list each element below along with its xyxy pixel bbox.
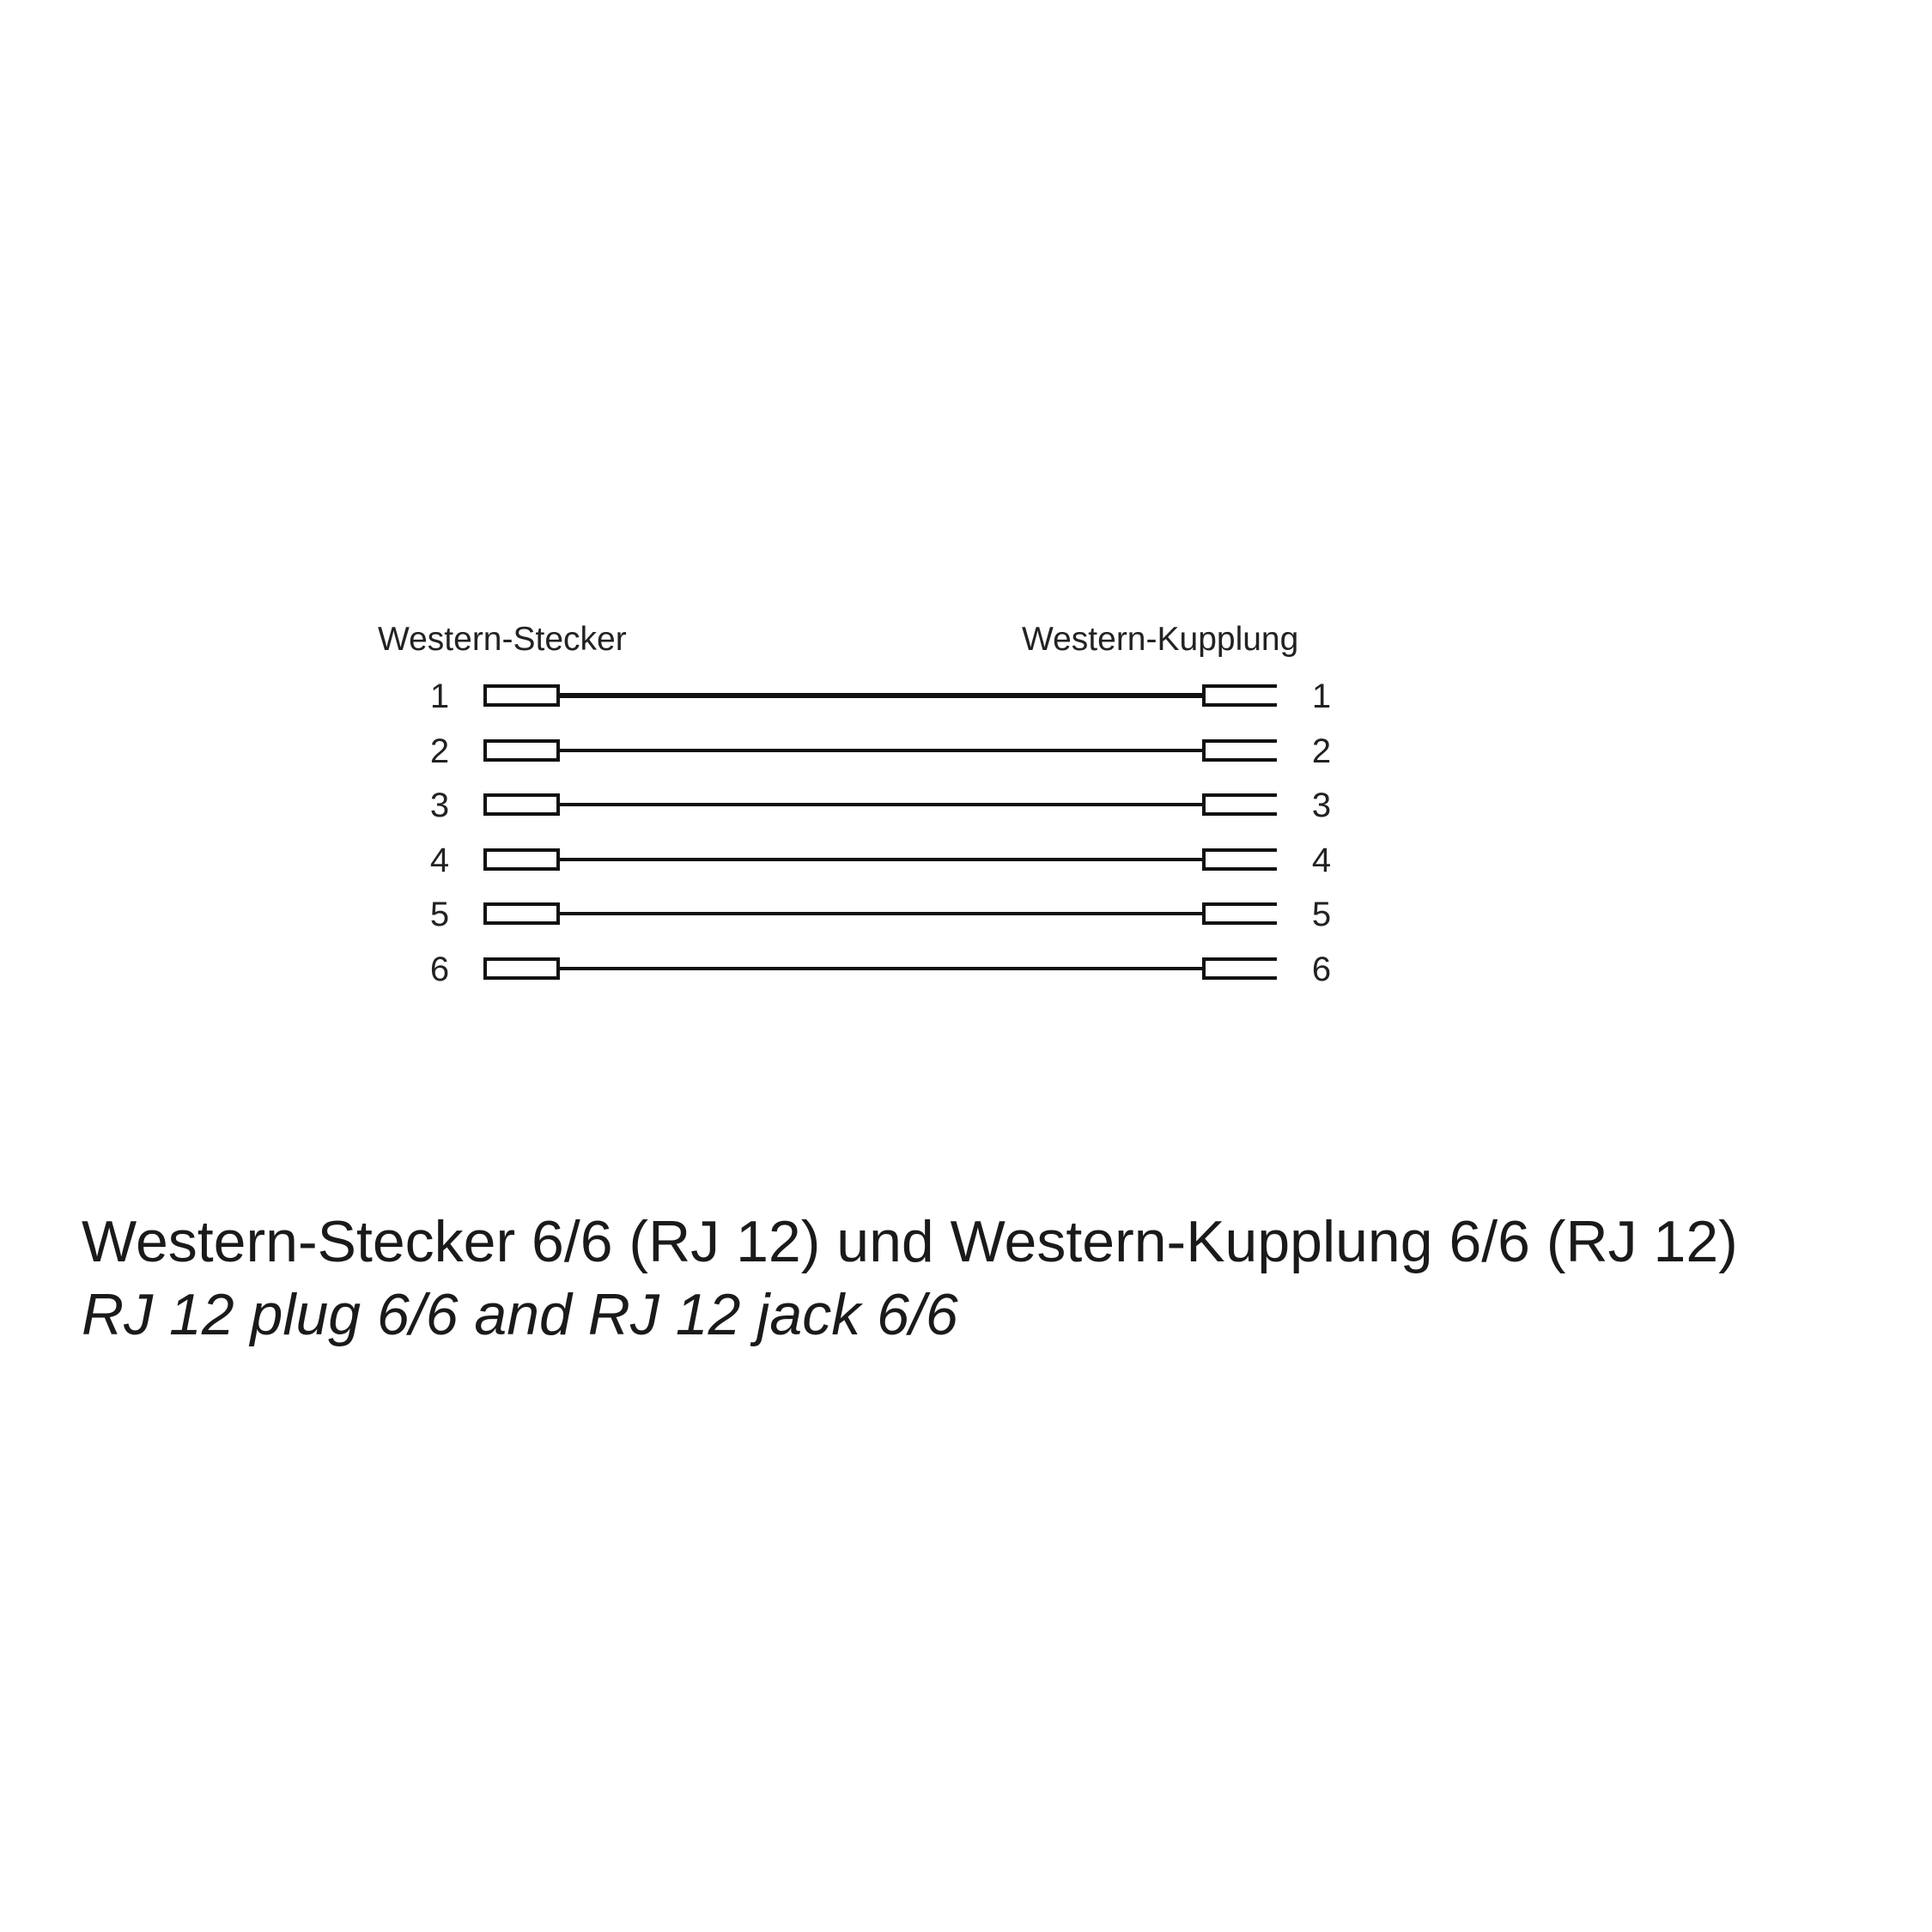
left-pin-number: 6 [429,951,450,988]
left-pin-number: 5 [429,896,450,933]
plug-contact [485,741,558,760]
right-pin-number: 3 [1311,787,1332,824]
jack-contact [1204,850,1277,869]
plug-contact [485,795,558,814]
left-pin-number: 3 [429,787,450,824]
left-pin-number: 1 [429,677,450,715]
plug-contact [485,904,558,923]
jack-contact [1204,904,1277,923]
pin-row-2 [430,732,1331,770]
plug-contact [485,686,558,705]
pin-row-6 [430,951,1331,988]
pin-row-3 [430,787,1331,824]
jack-contact [1204,741,1277,760]
right-pin-number: 5 [1311,896,1332,933]
right-pin-number: 2 [1311,732,1332,770]
pin-row-4 [430,841,1331,879]
jack-contact [1204,795,1277,814]
pin-rows [430,677,1331,988]
right-connector-header: Western-Kupplung [1022,621,1299,658]
right-pin-number: 1 [1311,677,1332,715]
plug-contact [485,959,558,978]
jack-contact [1204,959,1277,978]
jack-contact [1204,686,1277,705]
left-pin-number: 4 [429,841,450,879]
right-pin-number: 6 [1311,951,1332,988]
caption-german: Western-Stecker 6/6 (RJ 12) und Western-Kupplung 6/6 (RJ 12) [82,1209,1738,1274]
right-pin-number: 4 [1311,841,1332,879]
left-pin-number: 2 [429,732,450,770]
left-connector-header: Western-Stecker [378,621,627,658]
pin-row-5 [430,896,1331,933]
plug-contact [485,850,558,869]
caption-english: RJ 12 plug 6/6 and RJ 12 jack 6/6 [82,1282,958,1347]
pin-row-1 [430,677,1331,715]
